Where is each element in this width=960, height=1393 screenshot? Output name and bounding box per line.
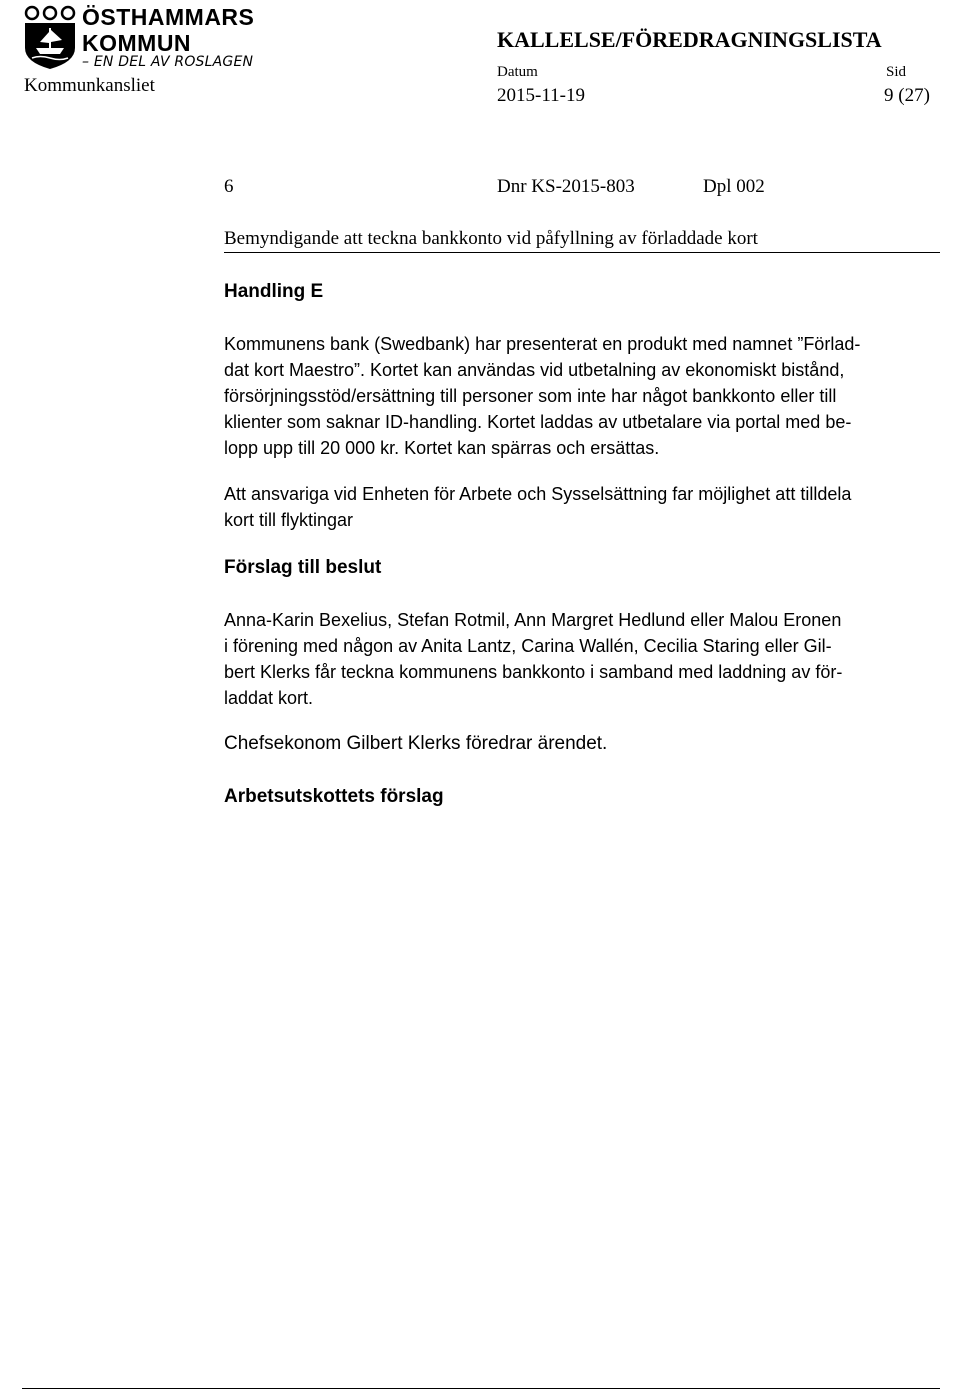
title-divider bbox=[224, 252, 940, 253]
document-title: KALLELSE/FÖREDRAGNINGSLISTA bbox=[497, 27, 882, 52]
logo-line-1: ÖSTHAMMARS bbox=[82, 4, 255, 30]
text-line: klienter som saknar ID-handling. Kortet laddas av utbetalare via portal med be- bbox=[224, 412, 852, 432]
item-title: Bemyndigande att teckna bankkonto vid påfyllning av förladdade kort bbox=[224, 228, 758, 249]
paragraph-decision-proposal bbox=[224, 607, 944, 711]
text-line: bert Klerks får teckna kommunens bankkonto i samband med laddning av för- bbox=[224, 662, 843, 682]
committee-proposal-heading: Arbetsutskottets förslag bbox=[224, 786, 444, 807]
item-dpl: Dpl 002 bbox=[703, 176, 765, 197]
item-number: 6 bbox=[224, 176, 234, 197]
text-line: lopp upp till 20 000 kr. Kortet kan spärras och ersättas. bbox=[224, 438, 660, 458]
text-line: Anna-Karin Bexelius, Stefan Rotmil, Ann Margret Hedlund eller Malou Eronen bbox=[224, 610, 842, 630]
text-line: försörjningsstöd/ersättning till personer som inte har något bankkonto eller till bbox=[224, 386, 837, 406]
office-name: Kommunkansliet bbox=[24, 75, 155, 96]
paragraph-responsibility bbox=[224, 481, 944, 533]
logo-line-3: – EN DEL AV ROSLAGEN bbox=[82, 54, 254, 70]
text-line: i förening med någon av Anita Lantz, Carina Wallén, Cecilia Staring eller Gil- bbox=[224, 636, 832, 656]
municipality-logo bbox=[22, 4, 255, 72]
text-line: Att ansvariga vid Enheten för Arbete och Sysselsättning far möjlighet att tilldela bbox=[224, 484, 852, 504]
coat-of-arms-icon bbox=[22, 4, 78, 70]
text-line: kort till flyktingar bbox=[224, 510, 354, 530]
page-label: Sid bbox=[886, 64, 907, 80]
text-line: Kommunens bank (Swedbank) har presenterat en produkt med namnet ”Förlad- bbox=[224, 334, 861, 354]
page-number: 9 (27) bbox=[884, 85, 930, 106]
text-line: laddat kort. bbox=[224, 688, 314, 708]
logo-line-2: KOMMUN bbox=[82, 30, 192, 56]
text-line: dat kort Maestro”. Kortet kan användas vid utbetalning av ekonomiskt bistånd, bbox=[224, 360, 845, 380]
paragraph-product-description bbox=[224, 331, 944, 461]
handling-heading: Handling E bbox=[224, 281, 324, 302]
date-value: 2015-11-19 bbox=[497, 85, 585, 106]
proposal-heading: Förslag till beslut bbox=[224, 557, 382, 578]
footer-divider bbox=[22, 1388, 940, 1389]
item-dnr: Dnr KS-2015-803 bbox=[497, 176, 635, 197]
date-label: Datum bbox=[497, 64, 538, 80]
presenter-line: Chefsekonom Gilbert Klerks föredrar ärendet. bbox=[224, 733, 608, 754]
